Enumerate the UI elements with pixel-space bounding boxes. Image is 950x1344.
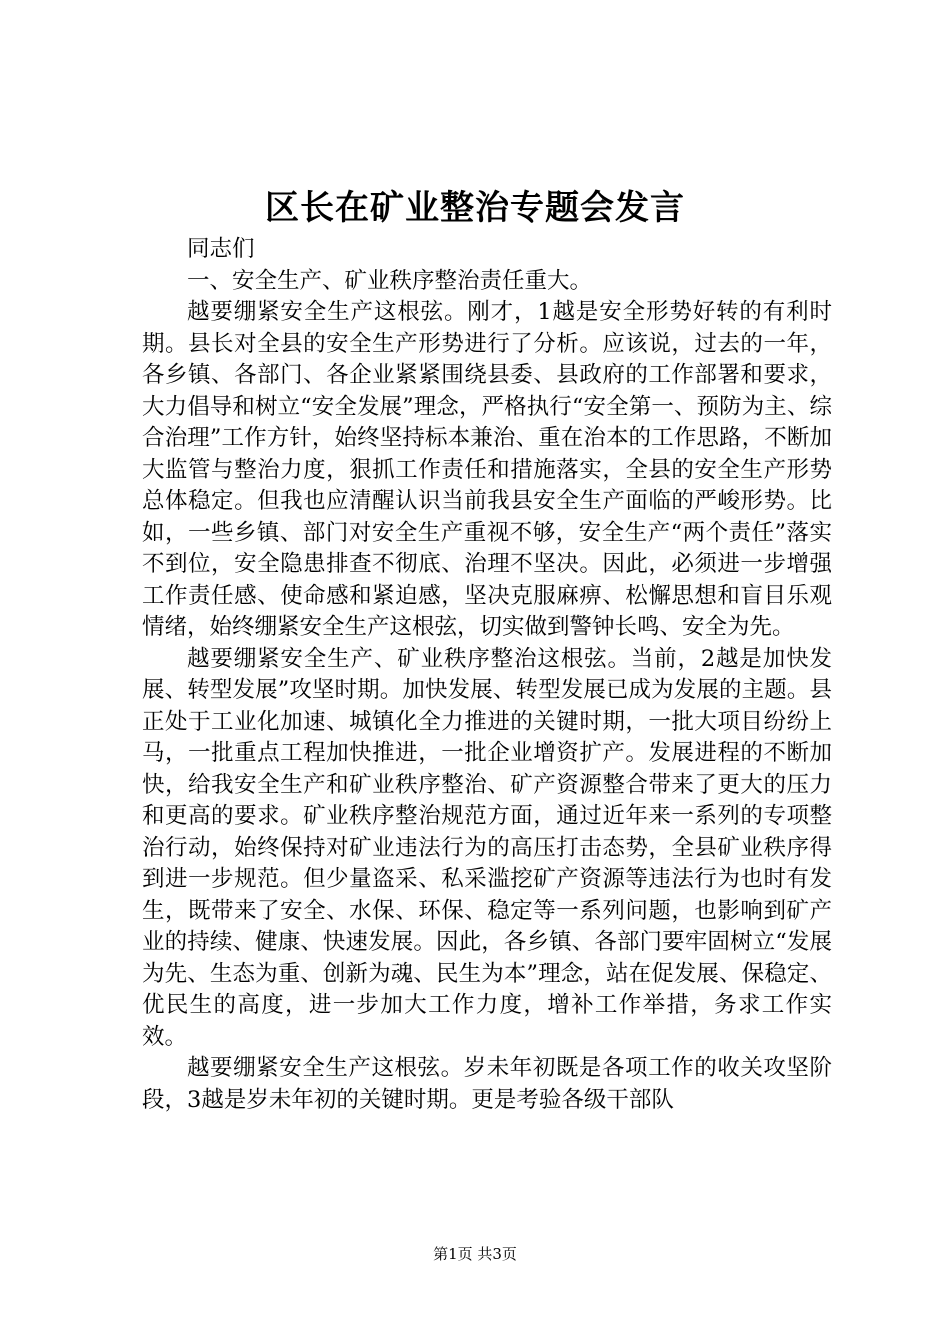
paragraph-1: 越要绷紧安全生产这根弦。刚才，1越是安全形势好转的有利时期。县长对全县的安全生产形势进行了分析。应该说，过去的一年，各乡镇、各部门、各企业紧紧围绕县委、县政府的工作部署和要求，大力倡导和树立“安全发展”理念，严格执行“安全第一、预防为主、综合治理”工作方针，始终坚持标本兼治、重在治本的工作思路，不断加大监管与整治力度，狠抓工作责任和措施落实，全县的安全生产形势总体稳定。但我也应清醒认识当前我县安全生产面临的严峻形势。比如，一些乡镇、部门对安全生产重视不够，安全生产“两个责任”落实不到位，安全隐患排查不彻底、治理不坚决。因此，必须进一步增强工作责任感、使命感和紧迫感，坚决克服麻痹、松懈思想和盲目乐观情绪，始终绷紧安全生产这根弦，切实做到警钟长鸣、安全为先。: [142, 299, 832, 640]
document-title: 区长在矿业整治专题会发言: [265, 188, 685, 228]
paragraph-2: 越要绷紧安全生产、矿业秩序整治这根弦。当前，2越是加快发展、转型发展”攻坚时期。加快发展、转型发展已成为发展的主题。县正处于工业化加速、城镇化全力推进的关键时期，一批大项目纷纷上马，一批重点工程加快推进，一批企业增资扩产。发展进程的不断加快，给我安全生产和矿业秩序整治、矿产资源整合带来了更大的压力和更高的要求。矿业秩序整治规范方面，通过近年来一系列的专项整治行动，始终保持对矿业违法行为的高压打击态势，全县矿业秩序得到进一步规范。但少量盗采、私采滥挖矿产资源等违法行为也时有发生，既带来了安全、水保、环保、稳定等一系列问题，也影响到矿产业的持续、健康、快速发展。因此，各乡镇、各部门要牢固树立“发展为先、生态为重、创新为魂、民生为本”理念，站在促发展、保稳定、优民生的高度，进一步加大工作力度，增补工作举措，务求工作实效。: [142, 645, 832, 1050]
paragraph-salutation: 同志们: [187, 236, 255, 262]
page-footer: 第1页 共3页: [433, 1245, 517, 1263]
document-body: [142, 234, 832, 1116]
paragraph-section-heading: 一、安全生产、矿业秩序整治责任重大。: [187, 267, 593, 294]
paragraph-3: 越要绷紧安全生产这根弦。岁未年初既是各项工作的收关攻坚阶段，3越是岁未年初的关键时期。更是考验各级干部队: [142, 1055, 832, 1113]
